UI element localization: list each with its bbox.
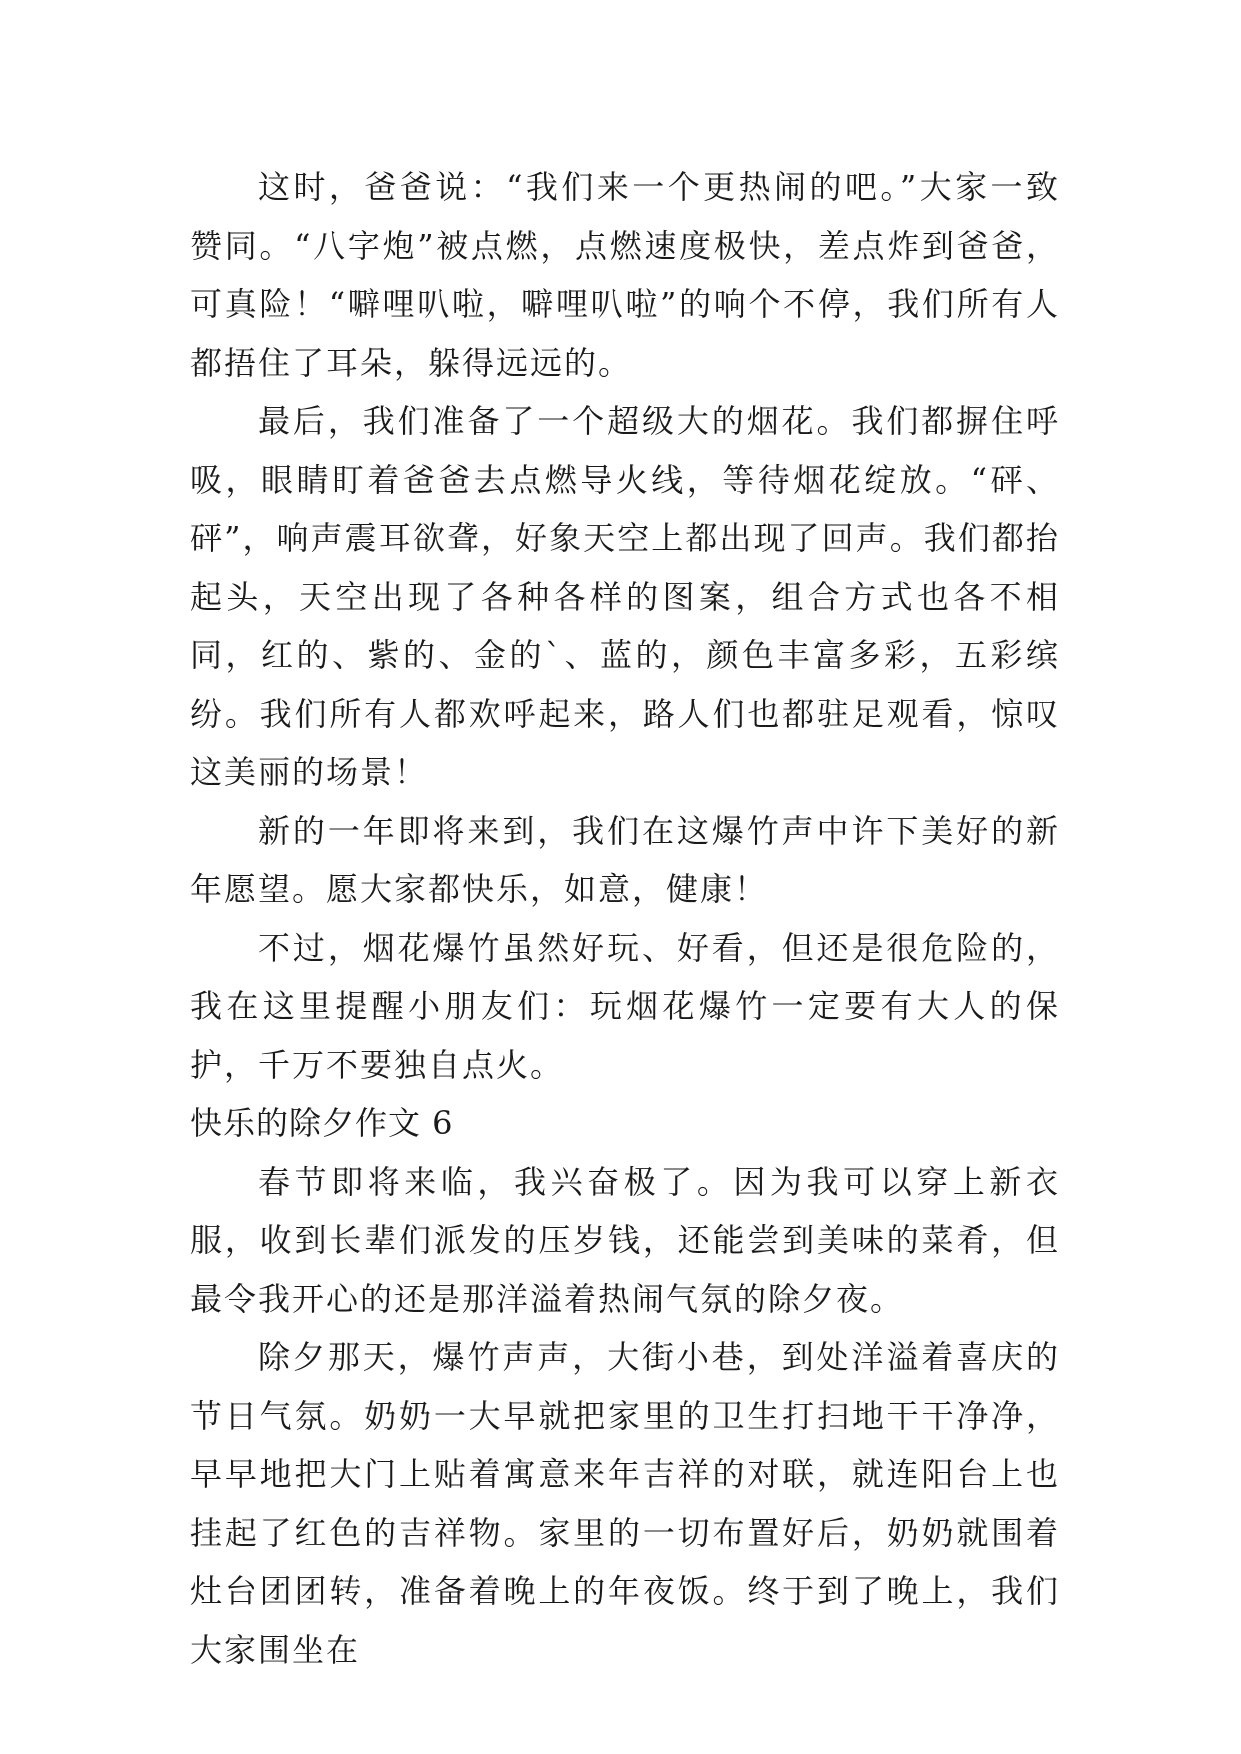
paragraph-firecracker: 这时，爸爸说：“我们来一个更热闹的吧。”大家一致赞同。“八字炮”被点燃，点燃速度极快，差点炸到爸爸，可真险！“噼哩叭啦，噼哩叭啦”的响个不停，我们所有人都捂住了耳朵，躲得远远的。 — [190, 168, 1060, 382]
paragraph-safety-reminder: 不过，烟花爆竹虽然好玩、好看，但还是很危险的，我在这里提醒小朋友们：玩烟花爆竹一定要有大人的保护，千万不要独自点火。 — [190, 928, 1060, 1084]
document-body — [190, 158, 1060, 1679]
paragraph-new-year-wish: 新的一年即将来到，我们在这爆竹声中许下美好的新年愿望。愿大家都快乐，如意，健康！ — [190, 811, 1060, 908]
paragraph-fireworks: 最后，我们准备了一个超级大的烟花。我们都摒住呼吸，眼睛盯着爸爸去点燃导火线，等待烟花绽放。“砰、砰”，响声震耳欲聋，好象天空上都出现了回声。我们都抬起头，天空出现了各种各样的图案，组合方式也各不相同，红的、紫的、金的`、蓝的，颜色丰富多彩，五彩缤纷。我们所有人都欢呼起来，路人们也都驻足观看，惊叹这美丽的场景！ — [190, 402, 1060, 791]
paragraph-new-years-eve: 除夕那天，爆竹声声，大街小巷，到处洋溢着喜庆的节日气氛。奶奶一大早就把家里的卫生打扫地干干净净，早早地把大门上贴着寓意来年吉祥的对联，就连阳台上也挂起了红色的吉祥物。家里的一切布置好后，奶奶就围着灶台团团转，准备着晚上的年夜饭。终于到了晚上，我们大家围坐在 — [190, 1338, 1060, 1669]
section-title: 快乐的除夕作文 6 — [190, 1104, 454, 1142]
paragraph-spring-festival: 春节即将来临，我兴奋极了。因为我可以穿上新衣服，收到长辈们派发的压岁钱，还能尝到美味的菜肴，但最令我开心的还是那洋溢着热闹气氛的除夕夜。 — [190, 1162, 1060, 1318]
